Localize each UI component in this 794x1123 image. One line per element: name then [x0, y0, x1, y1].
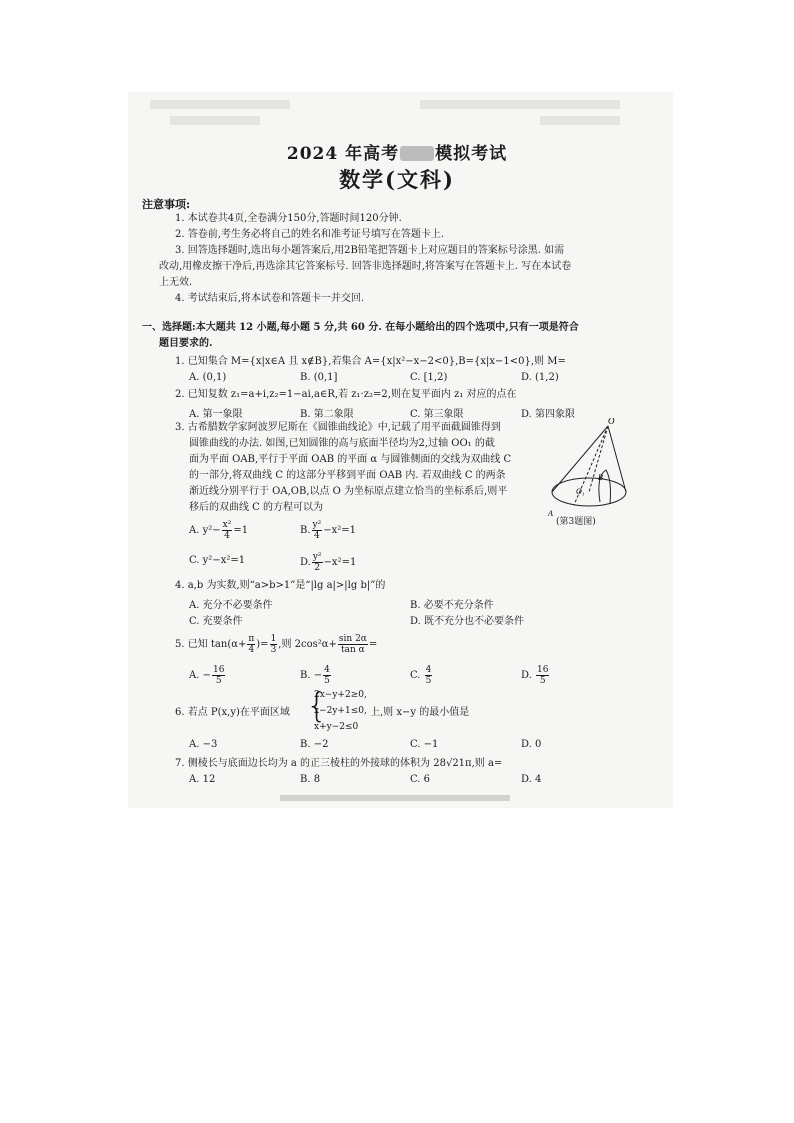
question-1-stem: 1. 已知集合 M={x|x∈A 且 x∉B},若集合 A={x|x²−x−2<0},B={x|x−1<0},则 M=: [175, 356, 566, 367]
question-3-line: 3. 古希腊数学家阿波罗尼斯在《圆锥曲线论》中,记载了用平面截圆锥得到: [175, 422, 501, 433]
constraint-3: x+y−2≤0: [314, 722, 359, 732]
q5-option-c: C. $\frac{4}{5}$: [410, 665, 432, 686]
q1-option-a: A. (0,1): [189, 372, 227, 383]
q6-option-d: D. 0: [521, 739, 542, 750]
section-heading: 一、选择题:本大题共 12 小题,每小题 5 分,共 60 分. 在每小题给出的四个选项中,只有一项是符合: [142, 322, 579, 333]
subject-title: 数学(文科): [339, 167, 455, 192]
notice-item: 4. 考试结束后,将本试卷和答题卡一并交回.: [175, 293, 365, 304]
exam-title-prefix: 2024 年高考: [286, 144, 400, 164]
page-footer-smudge: [280, 795, 510, 801]
label-o: O: [608, 418, 615, 426]
question-5-stem: 5. 已知 tan(α+ $\frac{\pi}{4}$ )= $\frac{1}{3}$ ,则 2cos²α+ $\frac{\sin 2\alpha}{\text{tan α}}$ =: [175, 634, 378, 655]
q3-option-d: D. $\frac{\text{y²}}{2}$ −x²=1: [300, 552, 357, 573]
q3-option-b: B. $\frac{\text{y²}}{4}$ −x²=1: [300, 520, 357, 541]
cone-edge-right: [608, 426, 626, 492]
figure-caption: (第3题图): [556, 517, 596, 527]
label-a: A: [548, 509, 553, 518]
q7-option-d: D. 4: [521, 774, 542, 785]
q2-option-a: A. 第一象限: [189, 409, 243, 420]
q7-option-b: B. 8: [300, 774, 321, 785]
q6-option-b: B. −2: [300, 739, 329, 750]
question-2-stem: 2. 已知复数 z₁=a+i,z₂=1−ai,a∈R,若 z₁·z₂=2,则在复平面内 z₁ 对应的点在: [175, 389, 517, 400]
q4-option-b: B. 必要不充分条件: [410, 600, 494, 611]
q1-option-c: C. [1,2): [410, 372, 448, 383]
exam-title: [0, 139, 794, 164]
question-3-line: 渐近线分别平行于 OA,OB,以点 O 为坐标原点建立恰当的坐标系后,则平: [189, 486, 508, 497]
q7-option-a: A. 12: [189, 774, 216, 785]
q3-option-c: C. y²−x²=1: [189, 555, 246, 566]
q2-option-d: D. 第四象限: [521, 409, 576, 420]
system-brace-icon: {: [306, 686, 328, 726]
q5-option-b: B. − $\frac{4}{5}$: [300, 665, 330, 686]
q2-option-b: B. 第二象限: [300, 409, 354, 420]
q4-option-c: C. 充要条件: [189, 616, 243, 627]
question-3-line: 面为平面 OAB,平行于平面 OAB 的平面 α 与圆锥侧面的交线为双曲线 C: [189, 454, 512, 465]
exam-title-suffix: 模拟考试: [435, 144, 508, 164]
bleed-through-text: [170, 116, 260, 125]
q5-option-a: A. − $\frac{16}{5}$: [189, 665, 225, 686]
question-4-stem: 4. a,b 为实数,则“a>b>1”是“|lg a|>|lg b|”的: [175, 580, 386, 591]
q6-option-c: C. −1: [410, 739, 439, 750]
label-b: B: [598, 473, 603, 482]
q1-option-d: D. (1,2): [521, 372, 559, 383]
q1-option-b: B. (0,1]: [300, 372, 338, 383]
notice-item: 改动,用橡皮擦干净后,再选涂其它答案标号. 回答非选择题时,将答案写在答题卡上. 写在本试卷: [159, 261, 572, 272]
question-3-line: 圆锥曲线的办法. 如图,已知圆锥的高与底面半径均为2,过轴 OO₁ 的截: [189, 438, 495, 449]
constraint-2: x−2y+1≤0,: [314, 706, 367, 716]
bleed-through-text: [150, 100, 290, 109]
cone-axis: [589, 426, 608, 492]
question-3-line: 的一部分,将双曲线 C 的这部分平移到平面 OAB 内. 若双曲线 C 的两条: [189, 470, 506, 481]
q4-option-a: A. 充分不必要条件: [189, 600, 273, 611]
q6-option-a: A. −3: [189, 739, 218, 750]
label-o1: O₁: [576, 487, 585, 496]
bleed-through-text: [420, 100, 620, 109]
notice-item: 上无效.: [159, 277, 193, 288]
question-7-stem: 7. 侧棱长与底面边长均为 a 的正三棱柱的外接球的体积为 28√21π,则 a=: [175, 758, 503, 769]
question-6-suffix: 上,则 x−y 的最小值是: [370, 707, 470, 718]
bleed-through-text: [540, 116, 620, 125]
q5-option-d: D. $\frac{16}{5}$: [521, 665, 549, 686]
section-heading: 题目要求的.: [159, 338, 213, 349]
q4-option-d: D. 既不充分也不必要条件: [410, 616, 525, 627]
q3-option-a: A. y²− $\frac{\text{x²}}{4}$ =1: [189, 520, 249, 541]
notice-heading: 注意事项:: [142, 198, 191, 211]
notice-item: 2. 答卷前,考生务必将自己的姓名和准考证号填写在答题卡上.: [175, 229, 445, 240]
redacted-region: [400, 146, 434, 161]
constraint-1: 2x−y+2≥0,: [314, 690, 367, 700]
q7-option-c: C. 6: [410, 774, 431, 785]
q2-option-c: C. 第三象限: [410, 409, 464, 420]
question-3-line: 移后的双曲线 C 的方程可以为: [189, 502, 324, 513]
question-6-prefix: 6. 若点 P(x,y)在平面区域: [175, 707, 290, 718]
notice-item: 1. 本试卷共4页,全卷满分150分,答题时间120分钟.: [175, 213, 402, 224]
notice-item: 3. 回答选择题时,选出每小题答案后,用2B铅笔把答题卡上对应题目的答案标号涂黑. 如需: [175, 245, 565, 256]
